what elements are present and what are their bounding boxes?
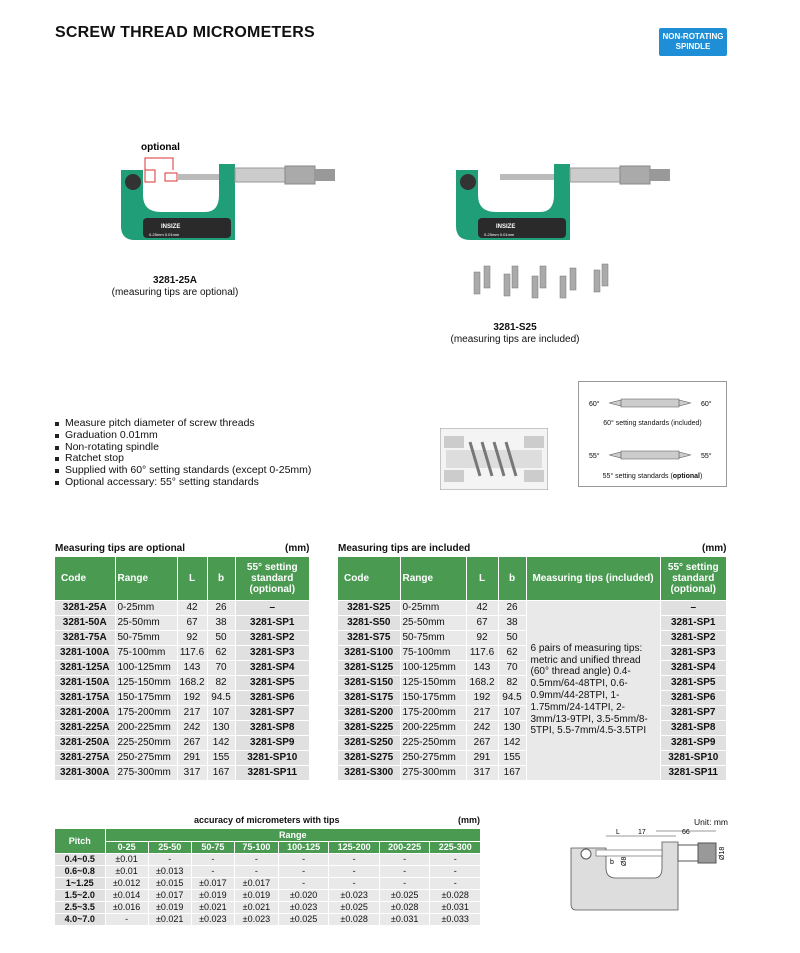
table-cell: 38: [207, 615, 235, 630]
table-cell: 3281-SP6: [660, 690, 727, 705]
table-cell: 168.2: [177, 675, 207, 690]
accuracy-cell: ±0.020: [278, 889, 329, 901]
table-cell: 3281-S175: [338, 690, 400, 705]
table-cell: 3281-SP9: [660, 735, 727, 750]
accuracy-cell: -: [329, 865, 380, 877]
table-cell: 267: [466, 735, 498, 750]
table-cell: 3281-S275: [338, 750, 400, 765]
caption-left: [95, 275, 255, 299]
table-optional-unit: (mm): [285, 543, 310, 554]
table-cell: 3281-150A: [55, 675, 115, 690]
accuracy-cell: 2.5~3.5: [55, 901, 105, 913]
accuracy-table: [55, 829, 481, 926]
table-cell: 155: [207, 750, 235, 765]
table-cell: 25-50mm: [115, 615, 177, 630]
table-cell: 3281-175A: [55, 690, 115, 705]
accuracy-cell: ±0.025: [329, 901, 380, 913]
table-cell: 242: [466, 720, 498, 735]
angle-60-left: 60°: [589, 401, 600, 408]
table-cell: 62: [498, 645, 526, 660]
table-cell: 62: [207, 645, 235, 660]
table-cell: 250-275mm: [400, 750, 466, 765]
table-cell: 3281-SP5: [660, 675, 727, 690]
table-row: [55, 735, 310, 750]
table-cell: 92: [177, 630, 207, 645]
non-rotating-badge: NON-ROTATING SPINDLE: [659, 28, 727, 56]
accuracy-cell: ±0.023: [234, 913, 278, 925]
table-cell: 3281-SP9: [235, 735, 309, 750]
table-cell: 3281-200A: [55, 705, 115, 720]
table-cell: 3281-SP7: [235, 705, 309, 720]
table-cell: 217: [177, 705, 207, 720]
col-pitch: Pitch: [55, 829, 105, 853]
table-cell: 82: [207, 675, 235, 690]
table-cell: 3281-SP8: [235, 720, 309, 735]
table-cell: 3281-25A: [55, 600, 115, 615]
table-optional-body: [55, 600, 310, 780]
table-cell: 50: [498, 630, 526, 645]
dim-66: 66: [682, 829, 690, 836]
table-cell: 3281-100A: [55, 645, 115, 660]
table-optional: [55, 557, 310, 781]
table-cell: 94.5: [207, 690, 235, 705]
col-code: Code: [338, 557, 400, 600]
table-cell: 75-100mm: [400, 645, 466, 660]
table-cell: 3281-225A: [55, 720, 115, 735]
accuracy-cell: -: [379, 853, 430, 865]
accuracy-cell: ±0.015: [148, 877, 191, 889]
feature-item: Measure pitch diameter of screw threads: [55, 418, 311, 430]
table-cell: 3281-S250: [338, 735, 400, 750]
accuracy-row: [55, 865, 481, 877]
accuracy-cell: ±0.017: [148, 889, 191, 901]
table-cell: 3281-SP5: [235, 675, 309, 690]
table-cell: 3281-SP1: [235, 615, 309, 630]
table-optional-title: Measuring tips are optional: [55, 543, 186, 554]
col-range: Range: [115, 557, 177, 600]
caption-55-pre: 55° setting standards (: [602, 473, 673, 480]
table-included: [338, 557, 727, 781]
accuracy-cell: ±0.028: [379, 901, 430, 913]
table-cell: 175-200mm: [115, 705, 177, 720]
table-cell: 3281-SP6: [235, 690, 309, 705]
table-cell: 25-50mm: [400, 615, 466, 630]
accuracy-cell: ±0.023: [329, 889, 380, 901]
accuracy-row: [55, 913, 481, 925]
accuracy-cell: ±0.014: [105, 889, 148, 901]
accuracy-cell: -: [379, 877, 430, 889]
accuracy-cell: ±0.023: [191, 913, 234, 925]
angle-55-right: 55°: [701, 453, 712, 460]
col-b: b: [498, 557, 526, 600]
table-cell: 3281-250A: [55, 735, 115, 750]
accuracy-cell: ±0.016: [105, 901, 148, 913]
table-cell: 3281-SP2: [660, 630, 727, 645]
col-range-group: Range: [105, 829, 481, 841]
accuracy-cell: -: [234, 853, 278, 865]
accuracy-row: [55, 853, 481, 865]
accuracy-cell: ±0.017: [191, 877, 234, 889]
dim-b: b: [610, 859, 614, 866]
table-row: [55, 600, 310, 615]
table-cell: 75-100mm: [115, 645, 177, 660]
accuracy-cell: ±0.019: [191, 889, 234, 901]
table-cell: 67: [466, 615, 498, 630]
accuracy-cell: ±0.031: [379, 913, 430, 925]
col-standard: 55° setting standard (optional): [235, 557, 309, 600]
col-range: Range: [400, 557, 466, 600]
table-cell: 3281-SP2: [235, 630, 309, 645]
col-l: L: [466, 557, 498, 600]
table-cell: 192: [466, 690, 498, 705]
optional-label: optional: [141, 142, 180, 153]
table-cell: 200-225mm: [115, 720, 177, 735]
accuracy-cell: ±0.021: [148, 913, 191, 925]
table-cell: 3281-75A: [55, 630, 115, 645]
table-cell: 150-175mm: [115, 690, 177, 705]
table-row: [55, 705, 310, 720]
caption-60: 60° setting standards (included): [603, 420, 702, 427]
range-header: 0-25: [105, 841, 148, 853]
accuracy-cell: ±0.01: [105, 865, 148, 877]
table-cell: 3281-SP4: [235, 660, 309, 675]
accuracy-cell: 1.5~2.0: [55, 889, 105, 901]
table-cell: 3281-275A: [55, 750, 115, 765]
table-cell: 267: [177, 735, 207, 750]
accuracy-cell: -: [105, 913, 148, 925]
accuracy-row: [55, 901, 481, 913]
table-cell: 125-150mm: [115, 675, 177, 690]
page-title: SCREW THREAD MICROMETERS: [55, 24, 315, 41]
table-cell: 142: [498, 735, 526, 750]
table-cell: 3281-S75: [338, 630, 400, 645]
table-cell: 3281-SP3: [660, 645, 727, 660]
table-cell: 3281-SP3: [235, 645, 309, 660]
caption-55-post: ): [700, 473, 703, 480]
range-plate-right: 0-25mm 0.01mm: [484, 232, 515, 237]
table-cell: 70: [207, 660, 235, 675]
table-cell: 26: [207, 600, 235, 615]
table-cell: 3281-S125: [338, 660, 400, 675]
accuracy-cell: -: [329, 877, 380, 889]
table-cell: 168.2: [466, 675, 498, 690]
table-cell: 3281-SP10: [235, 750, 309, 765]
accuracy-cell: ±0.017: [234, 877, 278, 889]
col-tips: Measuring tips (included): [526, 557, 660, 600]
drawing-unit: Unit: mm: [694, 817, 728, 827]
table-cell: 82: [498, 675, 526, 690]
table-cell: 125-150mm: [400, 675, 466, 690]
table-cell: 291: [177, 750, 207, 765]
setting-standards-box: [578, 381, 727, 487]
accuracy-title: accuracy of micrometers with tips: [194, 815, 340, 825]
table-cell: 3281-SP8: [660, 720, 727, 735]
accuracy-cell: ±0.028: [329, 913, 380, 925]
table-cell: 50-75mm: [400, 630, 466, 645]
range-header: 125-200: [329, 841, 380, 853]
table-cell: 94.5: [498, 690, 526, 705]
table-cell: 3281-SP11: [660, 765, 727, 780]
note-right: (measuring tips are included): [450, 334, 580, 345]
accuracy-cell: -: [379, 865, 430, 877]
table-cell: 92: [466, 630, 498, 645]
table-cell: 117.6: [466, 645, 498, 660]
accuracy-cell: 1~1.25: [55, 877, 105, 889]
table-cell: –: [235, 600, 309, 615]
range-header: 200-225: [379, 841, 430, 853]
table-cell: 3281-S225: [338, 720, 400, 735]
table-cell: 242: [177, 720, 207, 735]
dim-17: 17: [638, 829, 646, 836]
table-cell: 192: [177, 690, 207, 705]
table-cell: 3281-S50: [338, 615, 400, 630]
accuracy-row: [55, 877, 481, 889]
thread-illustration: [440, 428, 548, 490]
table-cell: 3281-SP1: [660, 615, 727, 630]
table-cell: 3281-S200: [338, 705, 400, 720]
table-cell: 217: [466, 705, 498, 720]
col-l: L: [177, 557, 207, 600]
range-header: 225-300: [430, 841, 481, 853]
accuracy-cell: ±0.031: [430, 901, 481, 913]
table-included-title: Measuring tips are included: [338, 543, 471, 554]
accuracy-cell: ±0.028: [430, 889, 481, 901]
table-cell: 225-250mm: [400, 735, 466, 750]
angle-55-left: 55°: [589, 453, 600, 460]
table-cell: 250-275mm: [115, 750, 177, 765]
table-cell: 3281-SP4: [660, 660, 727, 675]
table-cell: 150-175mm: [400, 690, 466, 705]
table-row: [55, 675, 310, 690]
accuracy-cell: 0.4~0.5: [55, 853, 105, 865]
feature-item: Supplied with 60° setting standards (except 0-25mm): [55, 465, 311, 477]
table-cell: 3281-SP11: [235, 765, 309, 780]
table-cell: 3281-S150: [338, 675, 400, 690]
accuracy-cell: 4.0~7.0: [55, 913, 105, 925]
table-cell: 143: [466, 660, 498, 675]
table-cell: 3281-SP10: [660, 750, 727, 765]
accuracy-cell: ±0.021: [234, 901, 278, 913]
table-cell: 50: [207, 630, 235, 645]
table-cell: 3281-S300: [338, 765, 400, 780]
accuracy-cell: -: [430, 853, 481, 865]
accuracy-cell: ±0.01: [105, 853, 148, 865]
table-cell: 38: [498, 615, 526, 630]
table-cell: 143: [177, 660, 207, 675]
accuracy-cell: ±0.012: [105, 877, 148, 889]
table-cell: 3281-50A: [55, 615, 115, 630]
table-cell: 3281-S100: [338, 645, 400, 660]
code-left: 3281-25A: [153, 275, 197, 286]
table-row: [338, 600, 727, 615]
accuracy-cell: -: [278, 877, 329, 889]
table-cell: 167: [498, 765, 526, 780]
table-cell: 0-25mm: [115, 600, 177, 615]
table-cell: 0-25mm: [400, 600, 466, 615]
accuracy-cell: ±0.019: [148, 901, 191, 913]
micrometer-right-image: [450, 160, 690, 305]
table-cell: 100-125mm: [400, 660, 466, 675]
setting-standards-image: [579, 382, 726, 486]
dimension-drawing: [566, 828, 731, 918]
range-plate-left: 0-25mm 0.01mm: [149, 232, 180, 237]
table-cell: 26: [498, 600, 526, 615]
accuracy-cell: 0.6~0.8: [55, 865, 105, 877]
table-row: [55, 660, 310, 675]
table-row: [55, 690, 310, 705]
brand-logo-left: INSIZE: [161, 224, 181, 230]
accuracy-cell: -: [191, 865, 234, 877]
table-row: [55, 645, 310, 660]
table-cell: 200-225mm: [400, 720, 466, 735]
dim-d8: Ø8: [621, 856, 628, 866]
caption-right: [420, 322, 610, 346]
table-cell: 175-200mm: [400, 705, 466, 720]
table-cell: 3281-S25: [338, 600, 400, 615]
micrometer-left-image: [115, 140, 355, 255]
accuracy-cell: -: [430, 865, 481, 877]
range-header: 75-100: [234, 841, 278, 853]
table-cell: 130: [207, 720, 235, 735]
col-standard: 55° setting standard (optional): [660, 557, 727, 600]
table-cell: 107: [207, 705, 235, 720]
range-header: 25-50: [148, 841, 191, 853]
angle-60-right: 60°: [701, 401, 712, 408]
feature-list: [55, 418, 311, 489]
tips-cell: 6 pairs of measuring tips: metric and unified thread (60° thread angle) 0.4-0.5mm/64-48TPI, 0.6-0.9mm/44-28TPI, 1-1.75mm/24-14TPI, 2-3mm/13-9TPI, 3.5-5mm/8-5TPI, 5.5-7mm/4.5-3.5TPI: [526, 600, 660, 780]
table-cell: 291: [466, 750, 498, 765]
table-cell: 42: [466, 600, 498, 615]
accuracy-cell: -: [278, 865, 329, 877]
range-header: 100-125: [278, 841, 329, 853]
table-cell: 117.6: [177, 645, 207, 660]
accuracy-row: [55, 889, 481, 901]
dim-d18: Ø18: [719, 846, 726, 860]
caption-55: [579, 473, 726, 480]
accuracy-cell: ±0.025: [278, 913, 329, 925]
table-cell: 142: [207, 735, 235, 750]
table-cell: 3281-300A: [55, 765, 115, 780]
dim-l: L: [616, 829, 620, 836]
table-cell: 70: [498, 660, 526, 675]
table-row: [55, 630, 310, 645]
feature-item: Graduation 0.01mm: [55, 430, 311, 442]
table-row: [55, 615, 310, 630]
feature-item: Optional accessary: 55° setting standards: [55, 477, 311, 489]
table-cell: 3281-SP7: [660, 705, 727, 720]
feature-item: Non-rotating spindle: [55, 442, 311, 454]
accuracy-cell: ±0.025: [379, 889, 430, 901]
table-cell: 155: [498, 750, 526, 765]
table-cell: 3281-125A: [55, 660, 115, 675]
table-row: [55, 765, 310, 780]
col-code: Code: [55, 557, 115, 600]
accuracy-cell: ±0.021: [191, 901, 234, 913]
table-included-unit: (mm): [702, 543, 727, 554]
brand-logo-right: INSIZE: [496, 224, 516, 230]
table-cell: 167: [207, 765, 235, 780]
code-right: 3281-S25: [493, 322, 537, 333]
accuracy-range-row: [55, 841, 481, 853]
accuracy-cell: -: [329, 853, 380, 865]
table-cell: 317: [466, 765, 498, 780]
table-cell: 130: [498, 720, 526, 735]
table-cell: 225-250mm: [115, 735, 177, 750]
caption-55-bold: optional: [672, 473, 700, 480]
table-row: [55, 720, 310, 735]
table-cell: 275-300mm: [400, 765, 466, 780]
col-b: b: [207, 557, 235, 600]
table-cell: 275-300mm: [115, 765, 177, 780]
table-cell: 107: [498, 705, 526, 720]
accuracy-cell: ±0.019: [234, 889, 278, 901]
range-header: 50-75: [191, 841, 234, 853]
table-cell: –: [660, 600, 727, 615]
accuracy-cell: -: [430, 877, 481, 889]
accuracy-unit: (mm): [458, 815, 480, 825]
accuracy-cell: -: [234, 865, 278, 877]
table-included-body: [338, 600, 727, 780]
accuracy-cell: ±0.013: [148, 865, 191, 877]
accuracy-body: [55, 853, 481, 925]
accuracy-cell: -: [191, 853, 234, 865]
accuracy-cell: ±0.033: [430, 913, 481, 925]
table-cell: 100-125mm: [115, 660, 177, 675]
table-cell: 67: [177, 615, 207, 630]
table-cell: 317: [177, 765, 207, 780]
accuracy-cell: -: [278, 853, 329, 865]
accuracy-cell: ±0.023: [278, 901, 329, 913]
feature-item: Ratchet stop: [55, 453, 311, 465]
table-cell: 42: [177, 600, 207, 615]
table-row: [55, 750, 310, 765]
note-left: (measuring tips are optional): [111, 287, 239, 298]
accuracy-cell: -: [148, 853, 191, 865]
table-cell: 50-75mm: [115, 630, 177, 645]
